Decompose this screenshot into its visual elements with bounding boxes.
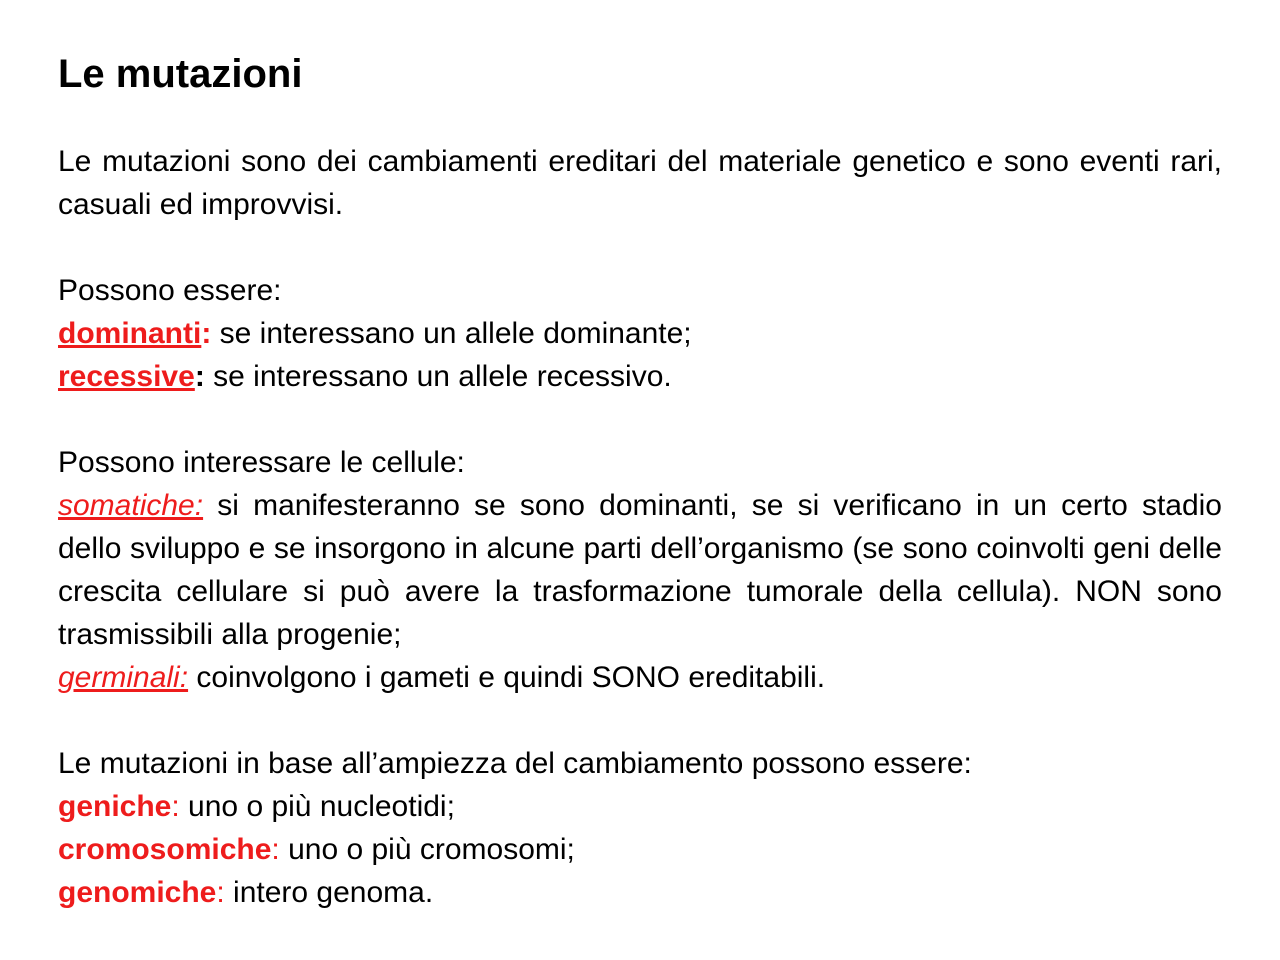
term-germinali: germinali:	[58, 661, 189, 694]
section-cells	[58, 441, 1222, 699]
intro-paragraph: Le mutazioni sono dei cambiamenti ereditari del materiale genetico e sono eventi rari, casuali ed improvvisi.	[58, 145, 1222, 221]
section-heading: Possono essere:	[58, 274, 282, 307]
term-colon: :	[201, 317, 212, 350]
term-recessive: recessive	[58, 360, 195, 393]
spacer	[58, 699, 1222, 742]
term-description: se interessano un allele recessivo.	[204, 360, 672, 393]
term-description: si manifesteranno se sono dominanti, se si verificano in un certo stadio dello sviluppo e se insorgono in alcune parti dell’organismo (se sono coinvolti geni delle crescita cellulare si può avere la trasformazione tumorale della cellula). NON sono trasmissibili alla progenie;	[58, 489, 1222, 651]
term-description: uno o più nucleotidi;	[179, 790, 455, 823]
section-extent	[58, 742, 1222, 914]
spacer	[58, 226, 1222, 269]
spacer	[58, 398, 1222, 441]
slide-body	[58, 140, 1222, 914]
term-colon: :	[171, 790, 180, 823]
list-item-genomiche	[58, 871, 1222, 914]
term-somatiche: somatiche:	[58, 489, 204, 522]
list-item-dominanti	[58, 312, 1222, 355]
list-item-geniche	[58, 785, 1222, 828]
term-description: uno o più cromosomi;	[279, 833, 575, 866]
term-dominanti: dominanti	[58, 317, 202, 350]
term-description: coinvolgono i gameti e quindi SONO ereditabili.	[188, 661, 826, 694]
list-item-somatiche	[58, 484, 1222, 656]
section-heading: Le mutazioni in base all’ampiezza del cambiamento possono essere:	[58, 747, 972, 780]
slide-title: Le mutazioni	[58, 52, 303, 96]
term-geniche: geniche	[58, 790, 172, 823]
term-description: se interessano un allele dominante;	[211, 317, 692, 350]
term-colon: :	[216, 876, 225, 909]
term-cromosomiche: cromosomiche	[58, 833, 272, 866]
section-dominance	[58, 269, 1222, 398]
term-colon: :	[271, 833, 280, 866]
term-colon: :	[194, 360, 205, 393]
section-heading: Possono interessare le cellule:	[58, 446, 465, 479]
term-description: intero genoma.	[224, 876, 434, 909]
list-item-recessive	[58, 355, 1222, 398]
list-item-germinali	[58, 656, 1222, 699]
term-genomiche: genomiche	[58, 876, 217, 909]
list-item-cromosomiche	[58, 828, 1222, 871]
